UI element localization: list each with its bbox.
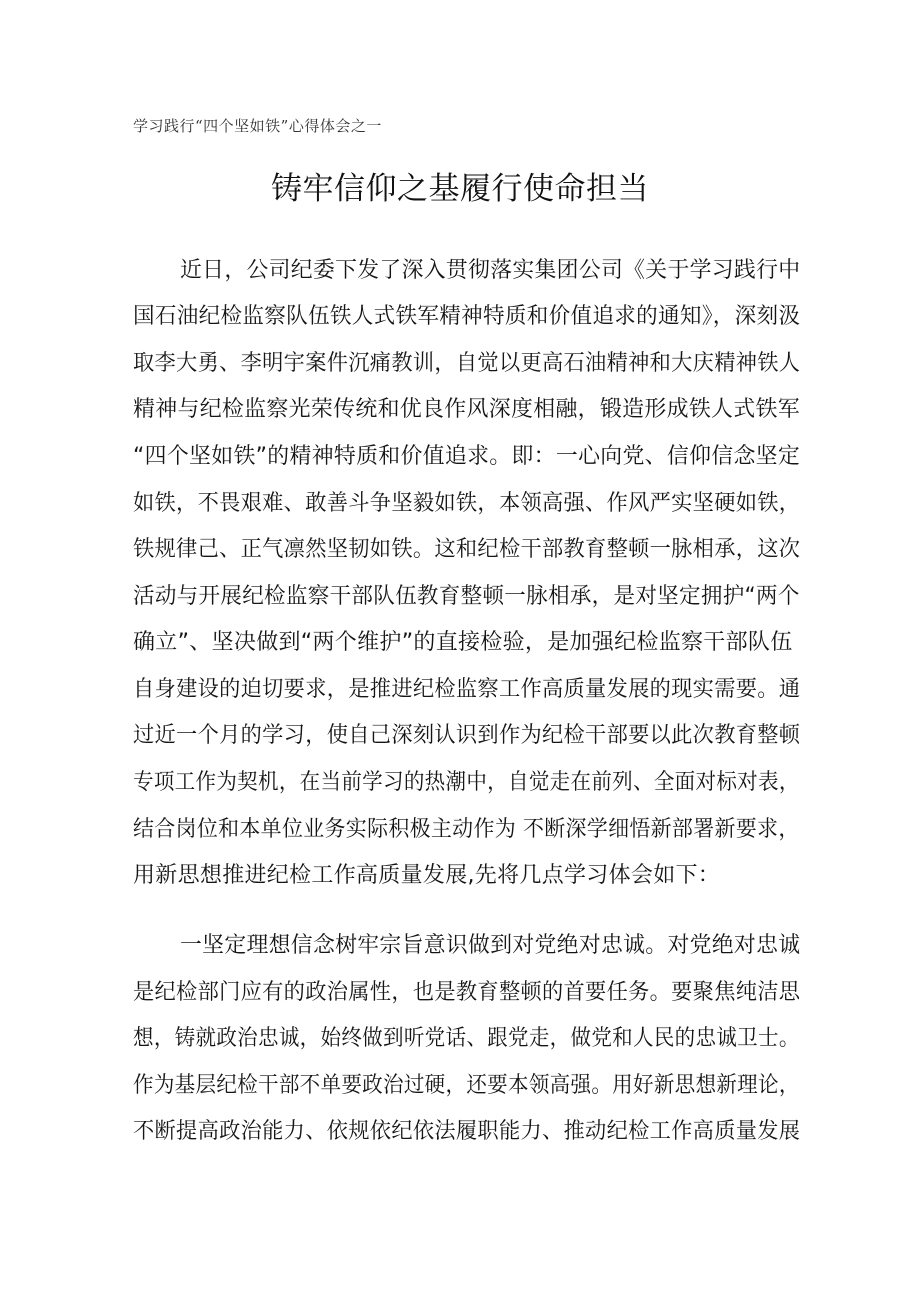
paragraph-line: 作为基层纪检干部不单要政治过硬，还要本领高强。用好新思想新理论， <box>133 1073 800 1098</box>
paragraph-line: 不断提高政治能力、依规依纪依法履职能力、推动纪检工作高质量发展 <box>133 1119 801 1144</box>
paragraph-line: 国石油纪检监察队伍铁人式铁军精神特质和价值追求的通知》，深刻汲 <box>133 304 801 329</box>
paragraph-line: 取李大勇、李明宇案件沉痛教训，自觉以更高石油精神和大庆精神铁人 <box>133 351 801 376</box>
series-note: 学习践行“四个坚如铁”心得体会之一 <box>133 117 382 135</box>
paragraph-line: 结合岗位和本单位业务实际积极主动作为 不断深学细悟新部署新要求， <box>133 817 800 842</box>
paragraph-line: 用新思想推进纪检工作高质量发展,先将几点学习体会如下： <box>133 863 721 888</box>
document-title: 铸牢信仰之基履行使命担当 <box>271 171 649 207</box>
paragraph-line: 活动与开展纪检监察干部队伍教育整顿一脉相承，是对坚定拥护“两个 <box>133 584 800 609</box>
paragraph-line: 想，铸就政治忠诚，始终做到听党话、跟党走，做党和人民的忠诚卫士。 <box>133 1026 800 1051</box>
paragraph-line: 确立”、坚决做到“两个维护”的直接检验，是加强纪检监察干部队伍 <box>133 630 793 655</box>
paragraph-line: 铁规律己、正气凛然坚韧如铁。这和纪检干部教育整顿一脉相承，这次 <box>133 537 801 562</box>
paragraph-line: 如铁，不畏艰难、敢善斗争坚毅如铁，本领高强、作风严实坚硬如铁， <box>133 491 801 516</box>
paragraph-line: 自身建设的迫切要求，是推进纪检监察工作高质量发展的现实需要。通 <box>133 677 801 702</box>
paragraph-line: “四个坚如铁”的精神特质和价值追求。即：一心向党、信仰信念坚定 <box>133 444 801 469</box>
paragraph-line: 近日，公司纪委下发了深入贯彻落实集团公司《关于学习践行中 <box>180 258 801 283</box>
paragraph-line: 是纪检部门应有的政治属性，也是教育整顿的首要任务。要聚焦纯洁思 <box>133 980 801 1005</box>
paragraph-line: 过近一个月的学习，使自己深刻认识到作为纪检干部要以此次教育整顿 <box>133 723 801 748</box>
paragraph-line: 专项工作为契机，在当前学习的热潮中，自觉走在前列、全面对标对表， <box>133 770 800 795</box>
paragraph-line: 精神与纪检监察光荣传统和优良作风深度相融，锻造形成铁人式铁军 <box>133 397 801 422</box>
paragraph-line: 一坚定理想信念树牢宗旨意识做到对党绝对忠诚。对党绝对忠诚 <box>180 933 801 958</box>
